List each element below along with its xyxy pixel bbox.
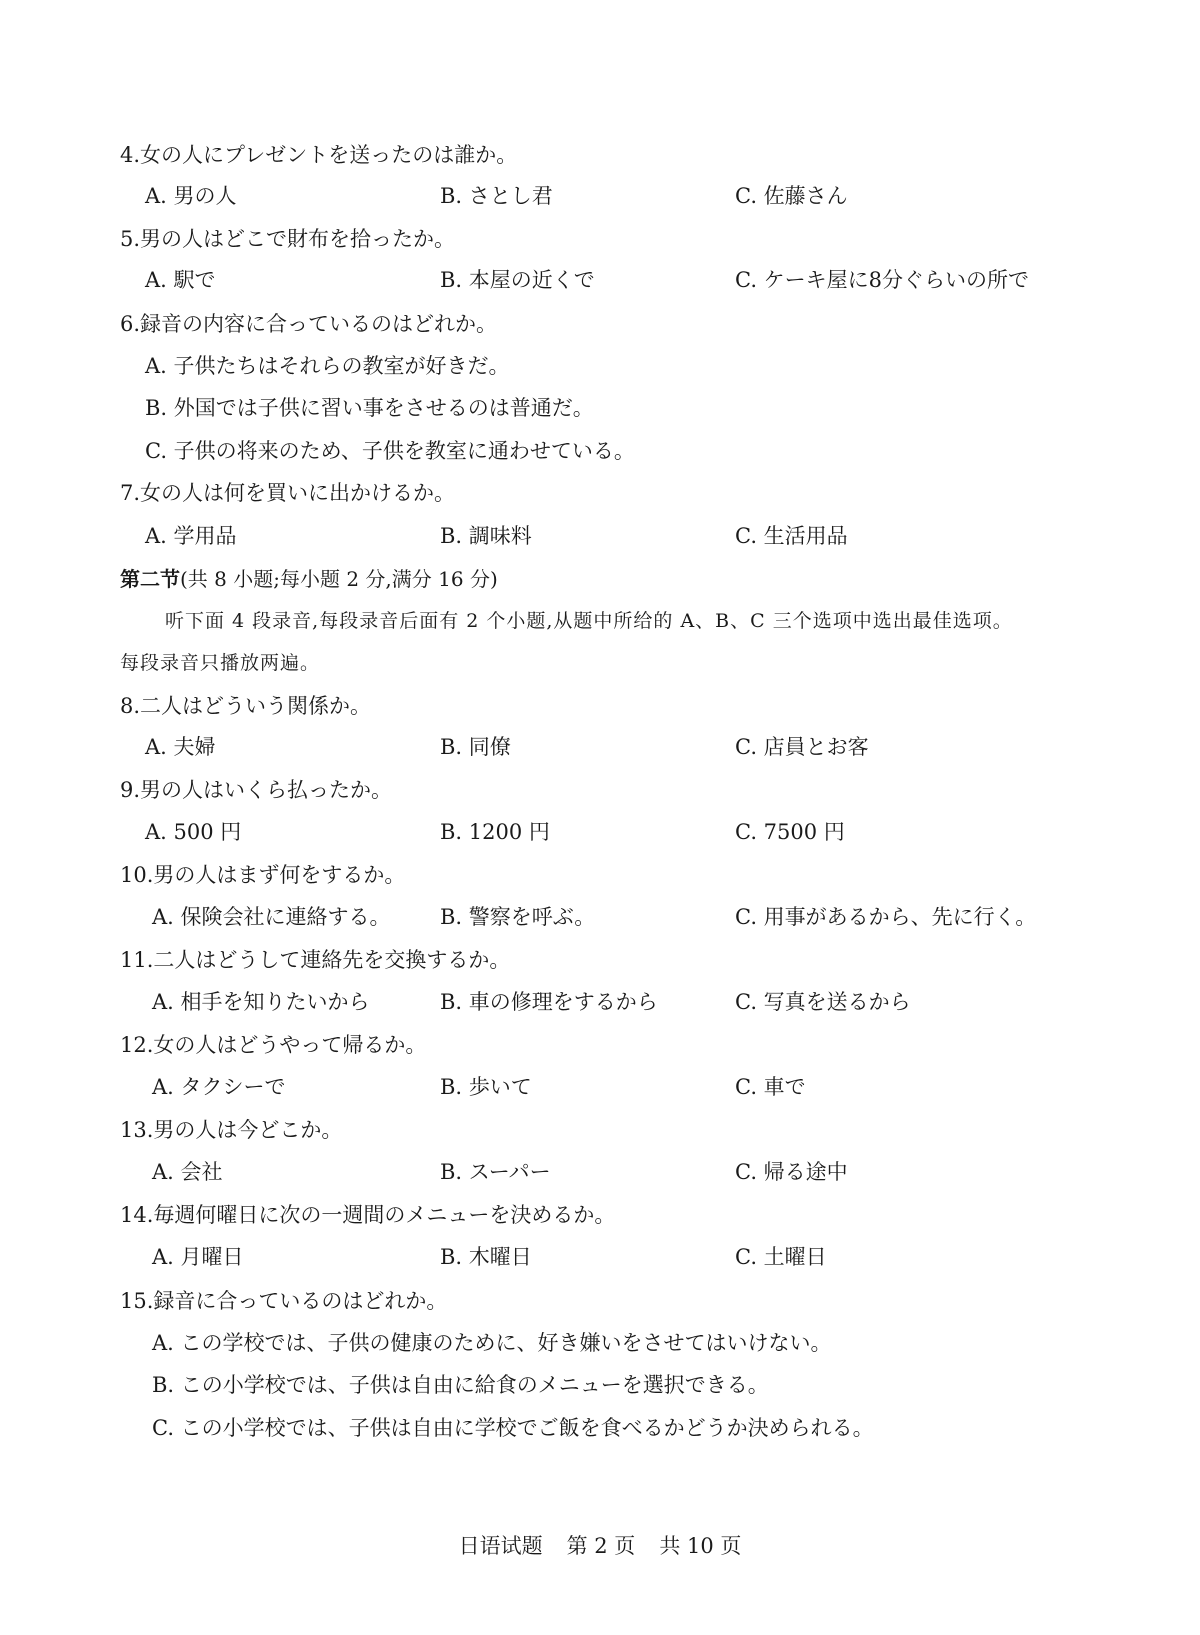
question-number: 9.: [120, 778, 141, 802]
question-text: 女の人はどうやって帰るか。: [153, 1033, 427, 1057]
option-c: C. 用事があるから、先に行く。: [735, 905, 1037, 929]
question-text: 男の人は今どこか。: [153, 1118, 343, 1142]
option-a: A. 夫婦: [145, 735, 216, 759]
option-c: C. この小学校では、子供は自由に学校でご飯を食べるかどうか決められる。: [152, 1416, 874, 1440]
question-text: 女の人にプレゼントを送ったのは誰か。: [140, 143, 518, 167]
section-title: 第二节: [120, 567, 180, 591]
question-8: [120, 692, 371, 720]
question-number: 11.: [120, 948, 154, 972]
option-b: B. 1200 円: [440, 820, 550, 844]
question-5: [120, 225, 455, 253]
option-b: B. 同僚: [440, 735, 511, 759]
question-9: [120, 776, 392, 804]
question-number: 6.: [120, 312, 141, 336]
question-number: 4.: [120, 143, 141, 167]
option-c: C. 車で: [735, 1075, 806, 1099]
question-number: 7.: [120, 481, 141, 505]
page-footer: [0, 1530, 1200, 1560]
question-number: 8.: [120, 694, 141, 718]
option-b: B. 木曜日: [440, 1245, 532, 1269]
question-15: [120, 1287, 447, 1315]
option-a: A. 月曜日: [152, 1245, 244, 1269]
option-c: C. ケーキ屋に8分ぐらいの所で: [735, 268, 1030, 292]
option-b: B. 調味料: [440, 524, 532, 548]
option-b: B. 外国では子供に習い事をさせるのは普通だ。: [145, 396, 594, 420]
option-a: A. 子供たちはそれらの教室が好きだ。: [145, 354, 510, 378]
question-number: 13.: [120, 1118, 154, 1142]
question-number: 15.: [120, 1289, 154, 1313]
option-b: B. 歩いて: [440, 1075, 532, 1099]
question-text: 男の人はまず何をするか。: [153, 863, 406, 887]
option-c: C. 写真を送るから: [735, 990, 911, 1014]
option-c: C. 土曜日: [735, 1245, 827, 1269]
question-number: 14.: [120, 1203, 154, 1227]
question-text: 女の人は何を買いに出かけるか。: [140, 481, 456, 505]
question-text: 毎週何曜日に次の一週間のメニューを決めるか。: [153, 1203, 616, 1227]
option-a: A. タクシーで: [152, 1075, 286, 1099]
question-13: [120, 1116, 342, 1144]
question-4: [120, 141, 517, 169]
section-detail: (共 8 小题;每小题 2 分,满分 16 分): [180, 567, 498, 591]
option-c: C. 子供の将来のため、子供を教室に通わせている。: [145, 439, 635, 463]
question-14: [120, 1201, 615, 1229]
question-11: [120, 946, 510, 974]
question-number: 5.: [120, 227, 141, 251]
footer-subject: 日语试题: [458, 1534, 543, 1558]
option-a: A. 学用品: [145, 524, 237, 548]
question-6: [120, 310, 497, 338]
option-b: B. 車の修理をするから: [440, 990, 658, 1014]
question-number: 10.: [120, 863, 154, 887]
footer-page-number: 第 2 页: [566, 1534, 636, 1558]
question-10: [120, 861, 405, 889]
footer-total-pages: 共 10 页: [659, 1534, 742, 1558]
section-heading: [120, 565, 498, 593]
option-c: C. 帰る途中: [735, 1160, 848, 1184]
question-text: 二人はどうして連絡先を交換するか。: [153, 948, 511, 972]
question-12: [120, 1031, 426, 1059]
section-instruction-cont: 每段录音只播放两遍。: [120, 652, 321, 674]
option-a: A. 保険会社に連絡する。: [152, 905, 391, 929]
option-a: A. 相手を知りたいから: [152, 990, 370, 1014]
question-text: 録音の内容に合っているのはどれか。: [140, 312, 498, 336]
option-a: A. 男の人: [145, 184, 237, 208]
section-instruction: 听下面 4 段录音,每段录音后面有 2 个小题,从题中所给的 A、B、C 三个选项中选出最佳选项。: [165, 610, 1013, 632]
option-b: B. スーパー: [440, 1160, 551, 1184]
option-c: C. 佐藤さん: [735, 184, 848, 208]
question-number: 12.: [120, 1033, 154, 1057]
option-a: A. 会社: [152, 1160, 223, 1184]
question-text: 男の人はいくら払ったか。: [140, 778, 393, 802]
option-c: C. 7500 円: [735, 820, 845, 844]
question-7: [120, 479, 455, 507]
option-b: B. この小学校では、子供は自由に給食のメニューを選択できる。: [152, 1373, 769, 1397]
question-text: 二人はどういう関係か。: [140, 694, 372, 718]
question-text: 男の人はどこで財布を拾ったか。: [140, 227, 456, 251]
option-b: B. 本屋の近くで: [440, 268, 595, 292]
option-a: A. この学校では、子供の健康のために、好き嫌いをさせてはいけない。: [152, 1331, 832, 1355]
option-a: A. 500 円: [145, 820, 242, 844]
option-b: B. 警察を呼ぶ。: [440, 905, 596, 929]
option-c: C. 生活用品: [735, 524, 848, 548]
option-b: B. さとし君: [440, 184, 553, 208]
option-a: A. 駅で: [145, 268, 216, 292]
option-c: C. 店員とお客: [735, 735, 869, 759]
question-text: 録音に合っているのはどれか。: [153, 1289, 448, 1313]
